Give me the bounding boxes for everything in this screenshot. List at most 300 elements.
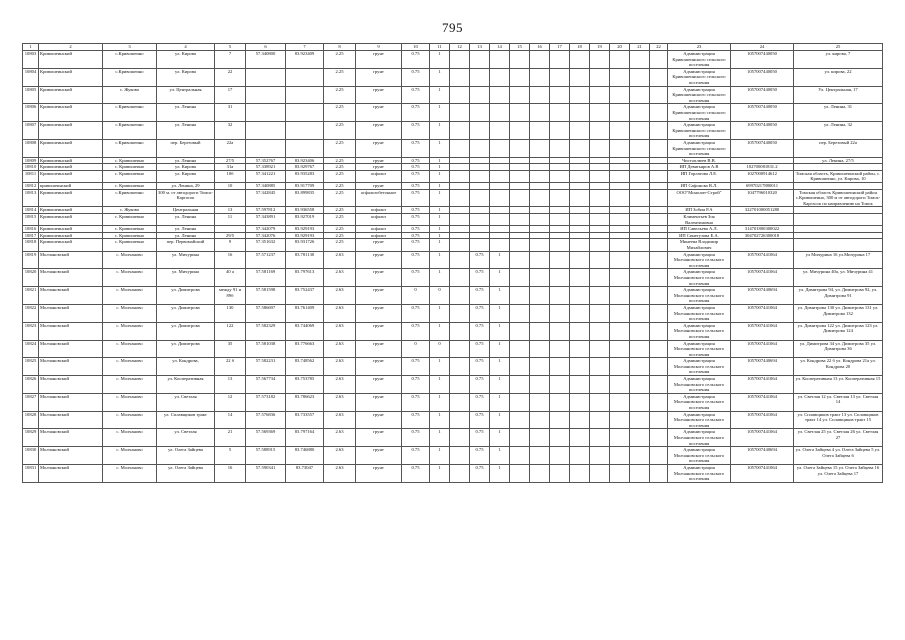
table-cell: Молчановский [39,358,103,376]
table-cell [650,207,668,214]
table-cell: 1057007440694 [731,447,794,465]
table-cell [450,464,470,482]
table-cell: грунт [356,393,402,411]
table-cell [530,189,550,207]
table-cell: 10820 [23,269,39,287]
table-cell: с. Кривошеино [103,226,157,233]
table-cell: с. Молчаново [103,340,157,358]
table-cell: 0.75 [470,251,490,269]
table-cell: ул. Кирова [157,164,215,171]
table-cell: ул. Ленина [157,122,215,140]
table-cell [590,170,610,182]
table-cell [570,189,590,207]
table-cell: 10826 [23,376,39,394]
table-cell: 57.582329 [246,322,286,340]
table-cell [650,251,668,269]
table-cell [570,304,590,322]
table-cell: ул. Олега Зайцева 15 ул. Олега Зайцева 16 ул. Олега Зайцева 17 [794,464,883,482]
table-cell [590,207,610,214]
table-cell [650,232,668,239]
table-cell [510,287,530,305]
table-cell [510,68,530,86]
table-cell: ул. кирова, 22 [794,68,883,86]
table-cell: 83.797613 [286,269,324,287]
table-cell [510,157,530,164]
table-cell: 57.343891 [246,214,286,226]
table-cell: 1 [430,232,450,239]
table-row [23,122,883,140]
table-row [23,393,883,411]
table-cell: грунт [356,183,402,190]
table-cell: 0.75 [470,322,490,340]
table-cell [490,139,510,157]
table-cell: ул. Димитрова [157,287,215,305]
table-cell: 22 [215,68,246,86]
table-cell [630,287,650,305]
column-header: 13 [470,44,490,51]
table-cell: 1 [490,287,510,305]
table-cell [510,411,530,429]
table-cell [570,164,590,171]
table-cell: 2.63 [324,393,356,411]
table-cell [610,447,630,465]
table-cell: Администрация Молчановского сельского поселения [668,287,731,305]
table-cell [650,322,668,340]
table-cell: с. Молчаново [103,429,157,447]
table-cell [590,269,610,287]
table-cell [630,340,650,358]
table-cell [570,207,590,214]
table-cell: грунт [356,157,402,164]
table-cell [630,393,650,411]
table-cell [470,164,490,171]
table-row [23,447,883,465]
table-cell: 0.75 [402,304,430,322]
table-cell [450,122,470,140]
table-cell: 1027000914612 [731,170,794,182]
table-cell: 2.63 [324,376,356,394]
table-cell: 10823 [23,322,39,340]
table-cell: Администрация Молчановского сельского поселения [668,429,731,447]
table-cell [590,68,610,86]
table-cell [530,251,550,269]
table-cell: 1 [430,239,450,251]
table-cell: 1 [490,376,510,394]
table-row [23,464,883,482]
table-cell [510,239,530,251]
table-cell: асфальт [356,226,402,233]
table-cell [550,304,570,322]
table-cell [550,269,570,287]
table-cell: Администрация Молчановского сельского поселения [668,393,731,411]
table-cell: 10810 [23,164,39,171]
table-cell: Кривошеинский [39,104,103,122]
table-cell [490,122,510,140]
table-row [23,340,883,358]
table-cell [590,411,610,429]
table-cell: 83.917709 [286,183,324,190]
table-cell: грунт [356,139,402,157]
table-cell [450,183,470,190]
table-cell: грунт [356,239,402,251]
table-cell [610,232,630,239]
table-cell: 2.63 [324,358,356,376]
table-cell: с. Кривошеино [103,157,157,164]
table-cell: ул. Кирова [157,170,215,182]
table-cell [630,239,650,251]
table-cell [650,226,668,233]
table-row [23,239,883,251]
table-cell [246,122,286,140]
table-cell [450,68,470,86]
column-header: 6 [246,44,286,51]
table-cell: Молчановский [39,411,103,429]
table-row [23,376,883,394]
table-cell: 57.581169 [246,269,286,287]
table-cell: 0.75 [402,157,430,164]
table-cell: с. Молчаново [103,447,157,465]
table-cell: Кривошеинский [39,122,103,140]
table-cell [650,86,668,104]
table-cell: грунт [356,429,402,447]
table-cell [530,104,550,122]
table-cell [650,239,668,251]
table-cell: грунт [356,269,402,287]
table-cell [650,157,668,164]
column-header: 18 [570,44,590,51]
table-row [23,358,883,376]
table-cell [450,393,470,411]
table-cell [630,139,650,157]
table-cell [610,239,630,251]
table-cell: 1057007440050 [731,86,794,104]
table-cell: 1 [430,122,450,140]
table-cell [510,464,530,482]
table-cell: грунт [356,51,402,69]
table-cell: 83.776663 [286,340,324,358]
table-cell: 1 [430,68,450,86]
table-cell [570,239,590,251]
table-cell [530,304,550,322]
table-cell [610,429,630,447]
table-cell [630,376,650,394]
table-cell [550,251,570,269]
table-cell: 0.75 [402,183,430,190]
table-cell [470,232,490,239]
table-cell: 0.75 [402,139,430,157]
table-cell: ул. Светлая [157,429,215,447]
table-cell: 13 [215,376,246,394]
table-cell: Чистоплюев В.В. [668,157,731,164]
table-cell [590,164,610,171]
table-cell: 0.75 [470,429,490,447]
table-cell: 130 [215,304,246,322]
table-cell [650,393,668,411]
table-cell: Молчановский [39,304,103,322]
table-cell [570,340,590,358]
table-cell: грунт [356,464,402,482]
table-cell [794,232,883,239]
table-cell: 1 [430,322,450,340]
table-cell: 1057007440694 [731,358,794,376]
table-cell [450,239,470,251]
table-cell [450,322,470,340]
table-cell [246,104,286,122]
table-cell [590,393,610,411]
table-cell [570,226,590,233]
table-row [23,139,883,157]
table-cell: ул. Олега Зайцева [157,447,215,465]
table-cell: 57.342079 [246,226,286,233]
table-row [23,429,883,447]
table-cell [550,429,570,447]
table-cell [630,170,650,182]
table-row [23,183,883,190]
table-cell [610,170,630,182]
table-cell: 0.75 [402,51,430,69]
table-cell [450,376,470,394]
table-cell [570,464,590,482]
table-cell [530,393,550,411]
table-cell: ул. Ленина, 27/5 [794,157,883,164]
table-cell [650,358,668,376]
column-header: 12 [450,44,470,51]
table-cell [610,189,630,207]
table-cell [610,164,630,171]
table-cell: 83.923406 [286,157,324,164]
table-cell [246,139,286,157]
table-cell: с. Жуково [103,86,157,104]
table-cell [610,287,630,305]
table-cell: Администрация Кривошеинского сельского поселения [668,86,731,104]
table-cell: ул. Димитрова [157,322,215,340]
table-cell: ул. Димитрова [157,304,215,322]
table-cell [630,232,650,239]
table-cell: с. Молчаново [103,411,157,429]
table-cell: Администрация Кривошеинского сельского поселения [668,104,731,122]
table-cell [550,239,570,251]
table-row [23,304,883,322]
table-cell: 10 [215,183,246,190]
table-cell: 0.75 [402,170,430,182]
table-cell: Администрация Молчановского сельского поселения [668,411,731,429]
table-cell: 0.75 [402,447,430,465]
table-cell: 57.581038 [246,340,286,358]
table-cell: 10821 [23,287,39,305]
table-cell [450,251,470,269]
table-cell: Администрация Молчановского сельского поселения [668,251,731,269]
table-cell: ул. кирова, 7 [794,51,883,69]
table-cell: 2.25 [324,183,356,190]
table-cell: Кривошеинский [39,207,103,214]
table-cell [490,51,510,69]
table-cell: 57.338921 [246,164,286,171]
table-cell: ул. Димитрова [157,340,215,358]
table-cell: с. Молчаново [103,376,157,394]
table-cell: 7 [215,51,246,69]
table-cell [550,447,570,465]
table-cell: 0.75 [470,411,490,429]
table-cell [630,207,650,214]
table-cell [510,322,530,340]
table-cell: 1 [430,207,450,214]
table-cell: Администрация Молчановского сельского поселения [668,269,731,287]
table-cell: с. Кривошеино [103,232,157,239]
table-cell: ул. Олега Зайцева 4 ул. Олега Зайцева 5 ул. Олега Зайцева 6 [794,447,883,465]
table-cell [286,139,324,157]
table-cell [450,447,470,465]
table-cell: 322701000051280 [731,207,794,214]
table-cell: 0.75 [470,304,490,322]
table-cell: 10817 [23,232,39,239]
table-cell [530,239,550,251]
table-cell: Кривошеинский [39,239,103,251]
table-cell: 83.753785 [286,376,324,394]
table-cell: ИП Девятьяров А.В [668,164,731,171]
table-cell: 1057007441064 [731,269,794,287]
table-cell [590,429,610,447]
table-cell: 83.733557 [286,411,324,429]
table-cell [570,411,590,429]
table-cell: 57.571237 [246,251,286,269]
table-cell [650,139,668,157]
table-cell: 2.25 [324,189,356,207]
table-cell [550,170,570,182]
table-cell: 0.75 [402,251,430,269]
table-cell [650,411,668,429]
table-cell [450,304,470,322]
table-cell: Молчановский [39,287,103,305]
table-cell: Администрация Кривошеинского сельского поселения [668,139,731,157]
table-cell: 2.25 [324,86,356,104]
table-cell [470,239,490,251]
table-cell: 10818 [23,239,39,251]
table-cell: 0.75 [402,464,430,482]
table-row [23,226,883,233]
table-cell [650,269,668,287]
table-cell [470,51,490,69]
table-cell: грунт [356,287,402,305]
table-cell [590,51,610,69]
table-cell [630,464,650,482]
table-cell [470,226,490,233]
table-cell: 1057007441064 [731,376,794,394]
table-cell: 57.340885 [246,183,286,190]
table-cell [590,322,610,340]
table-cell: 2.25 [324,214,356,226]
table-cell: ул. Кирова [157,68,215,86]
table-cell: 1057007440050 [731,122,794,140]
table-cell: 1 [430,269,450,287]
table-cell: 57.342076 [246,232,286,239]
table-cell [490,189,510,207]
table-cell: 40 а [215,269,246,287]
table-cell: 0.75 [402,411,430,429]
table-cell [570,232,590,239]
table-cell: 1 [430,164,450,171]
table-cell [215,189,246,207]
table-cell: ИП Савельева А.Л. [668,226,731,233]
table-cell [550,183,570,190]
table-cell [510,104,530,122]
table-cell [470,139,490,157]
table-cell: 1 [490,340,510,358]
table-cell [530,447,550,465]
table-cell: 2.63 [324,411,356,429]
column-header: 15 [510,44,530,51]
table-cell: с. Молчаново [103,269,157,287]
table-cell: пер. Березовый 22а [794,139,883,157]
table-cell: Администрация Молчановского сельского поселения [668,322,731,340]
table-cell [630,358,650,376]
table-cell: грунт [356,164,402,171]
table-cell: с. Молчаново [103,464,157,482]
table-cell: грунт [356,86,402,104]
table-cell: 1 [430,464,450,482]
table-cell: 32 [215,122,246,140]
table-cell [530,122,550,140]
table-cell [510,164,530,171]
table-cell [610,393,630,411]
table-cell [530,232,550,239]
table-cell: с. Кривошеино [103,164,157,171]
table-cell [510,51,530,69]
table-cell: 2.63 [324,269,356,287]
table-cell: 10827 [23,393,39,411]
table-cell: 0.75 [402,207,430,214]
table-cell [490,239,510,251]
table-cell: 1057007440050 [731,104,794,122]
table-cell: 1 [430,214,450,226]
table-cell [590,358,610,376]
table-cell [570,157,590,164]
data-table [22,43,883,483]
table-cell [530,269,550,287]
table-cell: 122 [215,322,246,340]
table-cell: ул. Светлая [157,393,215,411]
table-cell [630,122,650,140]
table-cell: Администрация Молчановского сельского поселения [668,464,731,482]
table-cell [610,358,630,376]
column-header: 24 [731,44,794,51]
table-cell [510,86,530,104]
table-cell: 10822 [23,304,39,322]
table-cell: 0.75 [402,226,430,233]
table-cell: 0.75 [402,429,430,447]
table-cell [610,340,630,358]
table-cell: с.Кривошеино [103,68,157,86]
table-cell: 0.75 [402,393,430,411]
table-cell: Молчановский [39,322,103,340]
table-cell: ИП Синегузова Е.А. [668,232,731,239]
page-number: 795 [442,20,463,35]
table-row [23,269,883,287]
table-cell [510,376,530,394]
table-cell [550,411,570,429]
table-cell [490,232,510,239]
table-cell: с.Кривошеино [103,104,157,122]
table-cell: 1 [430,393,450,411]
table-cell: 83.761409 [286,304,324,322]
table-cell: с.Кривошеино [103,122,157,140]
table-cell [610,464,630,482]
table-cell [530,207,550,214]
table-cell: асфальт [356,214,402,226]
table-cell: 0.75 [402,232,430,239]
table-cell: 300 м. от автодороги Томск-Каргасок [157,189,215,207]
table-cell [610,183,630,190]
table-cell: Молчановский [39,447,103,465]
